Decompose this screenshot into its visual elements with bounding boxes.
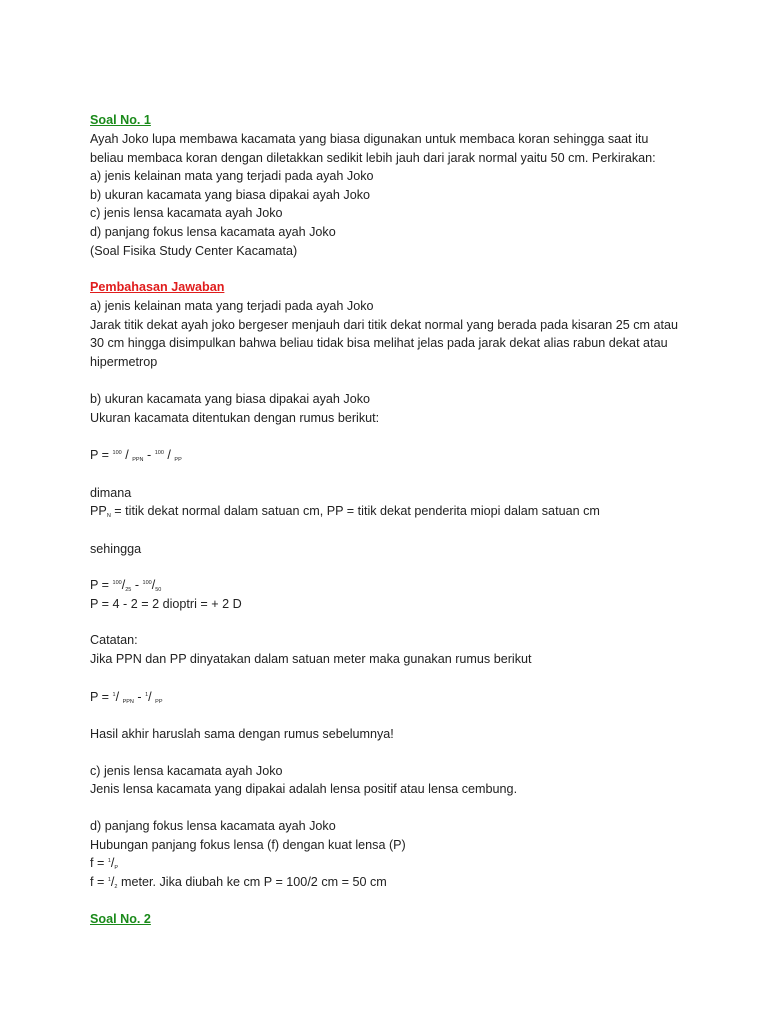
definition-text: = titik dekat normal dalam satuan cm, PP = titik dekat penderita miopi dalam satuan cm <box>110 504 600 518</box>
formula-power-meter: P = $^1$/ PPN - $^1$/ PP <box>90 690 163 705</box>
definition-ppn: PP <box>90 504 107 518</box>
question-c: c) jenis lensa kacamata ayah Joko <box>90 206 283 220</box>
formula-numerator: 100 <box>154 450 164 456</box>
formula-minus: - <box>133 690 146 704</box>
formula-denominator: PP <box>174 457 182 463</box>
answer-a-text-line-3: hipermetrop <box>90 355 158 369</box>
formula-numerator: 100 <box>112 450 122 456</box>
answer-b-title: b) ukuran kacamata yang biasa dipakai ayah Joko <box>90 392 371 406</box>
definition-ppn-subscript: N <box>106 513 111 519</box>
formula-lead: f = <box>90 856 108 870</box>
formula-slash: / <box>163 448 175 462</box>
answer-a-text-line-1: Jarak titik dekat ayah joko bergeser menjauh dari titik dekat normal yang berada pada kisaran 25 cm atau <box>90 318 679 332</box>
focal-result: f = $^1$/2 meter. Jika diubah ke cm P = 100/2 cm = 50 cm <box>90 875 387 890</box>
formula-numerator: 1 <box>107 858 111 864</box>
formula-numerator: 100 <box>112 580 122 586</box>
focal-result-text: meter. Jika diubah ke cm P = 100/2 cm = 50 cm <box>117 875 387 889</box>
formula-numerator: 1 <box>112 692 116 698</box>
formula-slash: / <box>121 448 133 462</box>
problem-text-line-1: Ayah Joko lupa membawa kacamata yang biasa digunakan untuk membaca koran sehingga saat itu <box>90 132 649 146</box>
problem-source: (Soal Fisika Study Center Kacamata) <box>90 244 298 258</box>
formula-lead: P = <box>90 690 113 704</box>
formula-focal: f = $^1$/P <box>90 856 119 871</box>
catatan-text: Jika PPN dan PP dinyatakan dalam satuan meter maka gunakan rumus berikut <box>90 652 532 666</box>
problem-text-line-2: beliau membaca koran dengan diletakkan sedikit lebih jauh dari jarak normal yaitu 50 cm. Perkirakan: <box>90 151 656 165</box>
answer-d-title: d) panjang fokus lensa kacamata ayah Joko <box>90 819 336 833</box>
formula-denominator: 2 <box>114 884 118 890</box>
question-a: a) jenis kelainan mata yang terjadi pada ayah Joko <box>90 169 374 183</box>
answer-c-text: Jenis lensa kacamata yang dipakai adalah lensa positif atau lensa cembung. <box>90 782 518 796</box>
question-d: d) panjang fokus lensa kacamata ayah Joko <box>90 225 336 239</box>
formula-denominator: P <box>114 865 119 871</box>
answer-a-title: a) jenis kelainan mata yang terjadi pada ayah Joko <box>90 299 374 313</box>
calculation-result: P = 4 - 2 = 2 dioptri = + 2 D <box>90 597 242 611</box>
answer-b-text: Ukuran kacamata ditentukan dengan rumus berikut: <box>90 411 380 425</box>
answer-d-text: Hubungan panjang fokus lensa (f) dengan kuat lensa (P) <box>90 838 406 852</box>
catatan-label: Catatan: <box>90 633 138 647</box>
formula-denominator: 50 <box>155 587 162 593</box>
answer-c-title: c) jenis lensa kacamata ayah Joko <box>90 764 283 778</box>
formula-denominator: 25 <box>125 587 132 593</box>
soal-2-heading: Soal No. 2 <box>90 912 151 926</box>
formula-minus: - <box>131 578 143 592</box>
sehingga-label: sehingga <box>90 542 142 556</box>
formula-lead: f = <box>90 875 108 889</box>
dimana-label: dimana <box>90 486 132 500</box>
pembahasan-heading: Pembahasan Jawaban <box>90 280 225 294</box>
formula-numerator: 1 <box>145 692 149 698</box>
formula-denominator: PPN <box>122 699 134 705</box>
hasil-note: Hasil akhir haruslah sama dengan rumus sebelumnya! <box>90 727 394 741</box>
formula-denominator: PP <box>155 699 163 705</box>
question-b: b) ukuran kacamata yang biasa dipakai ayah Joko <box>90 188 371 202</box>
formula-substitution: P = $^{100}$/25 - $^{100}$/50 <box>90 578 162 593</box>
formula-numerator: 100 <box>142 580 152 586</box>
formula-lead: P = <box>90 448 113 462</box>
definition-line <box>90 503 600 522</box>
formula-power-cm <box>90 447 182 466</box>
formula-minus: - <box>143 448 155 462</box>
answer-a-text-line-2: 30 cm hingga disimpulkan bahwa beliau tidak bisa melihat jelas pada jarak dekat alias rabun dekat atau <box>90 336 668 350</box>
soal-1-heading: Soal No. 1 <box>90 113 151 127</box>
formula-numerator: 1 <box>107 877 111 883</box>
formula-lead: P = <box>90 578 113 592</box>
formula-denominator: PPN <box>132 457 144 463</box>
